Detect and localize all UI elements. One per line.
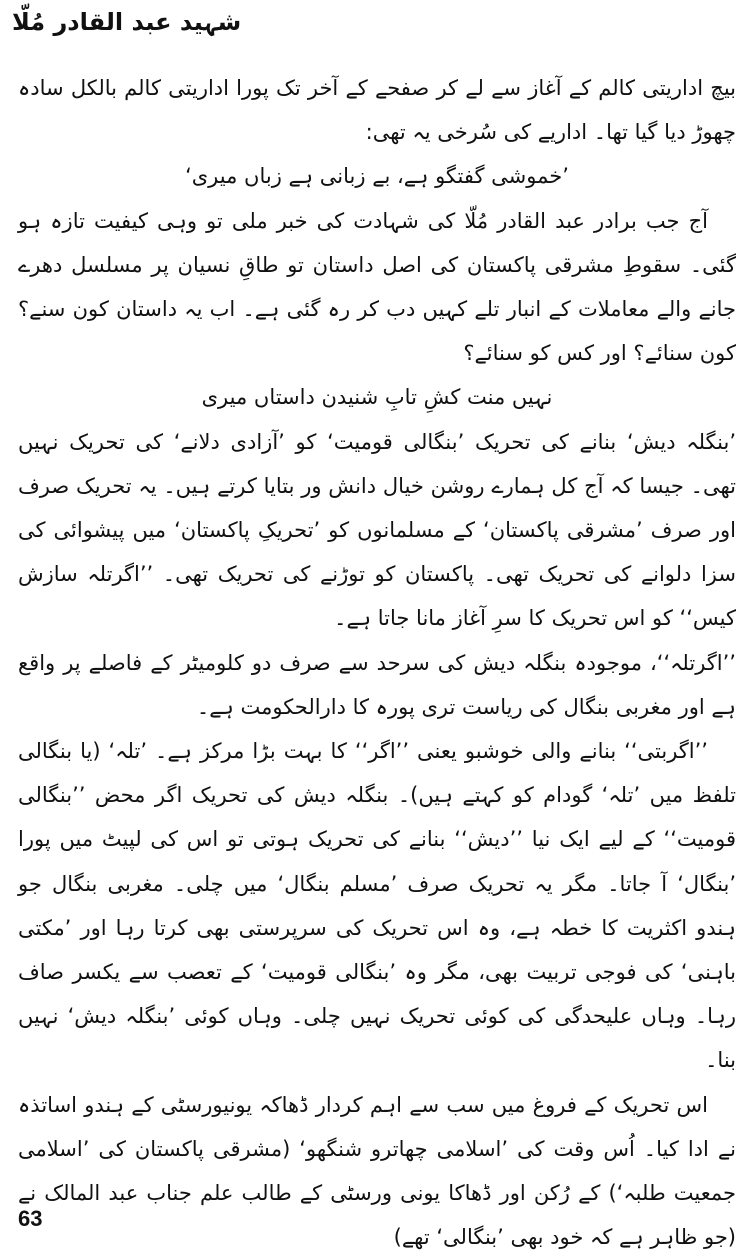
paragraph-1: بیچ اداریتی کالم کے آغاز سے لے کر صفحے کے آخر تک پورا اداریتی کالم بالکل سادہ چھوڑ دیا گیا تھا۔ اداریے کی سُرخی یہ تھی: (18, 76, 736, 145)
quoted-verse-2: نہیں منت کشِ تابِ شنیدن داستاں میری (201, 385, 553, 410)
body-text (18, 66, 736, 1259)
paragraph-6: اس تحریک کے فروغ میں سب سے اہم کردار ڈھاکہ یونیورسٹی کے ہندو اساتذہ نے ادا کیا۔ اُس وقت کی ’اسلامی چھاترو شنگھو‘ (مشرقی پاکستان کی ’اسلامی جمعیت طلبہ‘) کے رُکن اور ڈھاکا یونی ورسٹی کے طالب علم جناب عبد المالک نے (جو ظاہر ہے کہ خود بھی ’بنگالی‘ تھے) (18, 1092, 736, 1250)
page-number: 63 (18, 1206, 43, 1231)
paragraph-2: آج جب برادر عبد القادر مُلّا کی شہادت کی خبر ملی تو وہی کیفیت تازہ ہو گئی۔ سقوطِ مشرقی پاکستان کی اصل داستان تو طاقِ نسیان پر مسلسل دھرے جانے والے معاملات کے انبار تلے کہیں دب کر رہ گئی ہے۔ اب یہ داستان کون سنے؟ کون سنائے؟ اور کس کو سنائے؟ (18, 208, 736, 366)
paragraph-5: ’’اگربتی‘‘ بنانے والی خوشبو یعنی ’’اگر‘‘ کا بہت بڑا مرکز ہے۔ ’تلہ‘ (یا بنگالی تلفظ میں ’تلہ‘ گودام کو کہتے ہیں)۔ بنگلہ دیش کی تحریک اگر محض ’’بنگالی قومیت‘‘ کے لیے ایک نیا ’’دیش‘‘ بنانے کی تحریک ہوتی تو اس کی لپیٹ میں پورا ’بنگال‘ آ جاتا۔ مگر یہ تحریک صرف ’مسلم بنگال‘ میں چلی۔ مغربی بنگال جو ہندو اکثریت کا خطہ ہے، وہ اس تحریک کی سرپرستی بھی کرتا رہا اور ’مکتی باہنی‘ کی فوجی تربیت بھی، مگر وہ ’بنگالی قومیت‘ کے تعصب سے یکسر صاف رہا۔ وہاں علیحدگی کی کوئی تحریک نہیں چلی۔ وہاں کوئی ’بنگلہ دیش‘ نہیں بنا۔ (18, 739, 736, 1073)
running-head: شہید عبد القادر مُلّا (12, 8, 242, 36)
paragraph-3: ’بنگلہ دیش‘ بنانے کی تحریک ’بنگالی قومیت‘ کو ’آزادی دلانے‘ کی تحریک نہیں تھی۔ جیسا کہ آج کل ہمارے روشن خیال دانش ور بتایا کرتے ہیں۔ یہ تحریک صرف اور صرف ’مشرقی پاکستان‘ کے مسلمانوں کو ’تحریکِ پاکستان‘ میں پیشوائی کی سزا دلوانے کی تحریک تھی۔ پاکستان کو توڑنے کی تحریک تھی۔ ’’اگرتلہ سازش کیس‘‘ کو اس تحریک کا سرِ آغاز مانا جاتا ہے۔ (18, 429, 736, 631)
paragraph-4: ’’اگرتلہ‘‘، موجودہ بنگلہ دیش کی سرحد سے صرف دو کلومیٹر کے فاصلے پر واقع ہے اور مغربی بنگال کی ریاست تری پورہ کا دارالحکومت ہے۔ (18, 650, 736, 719)
quoted-verse-1: ’خموشی گفتگو ہے، بے زبانی ہے زباں میری‘ (185, 164, 569, 189)
